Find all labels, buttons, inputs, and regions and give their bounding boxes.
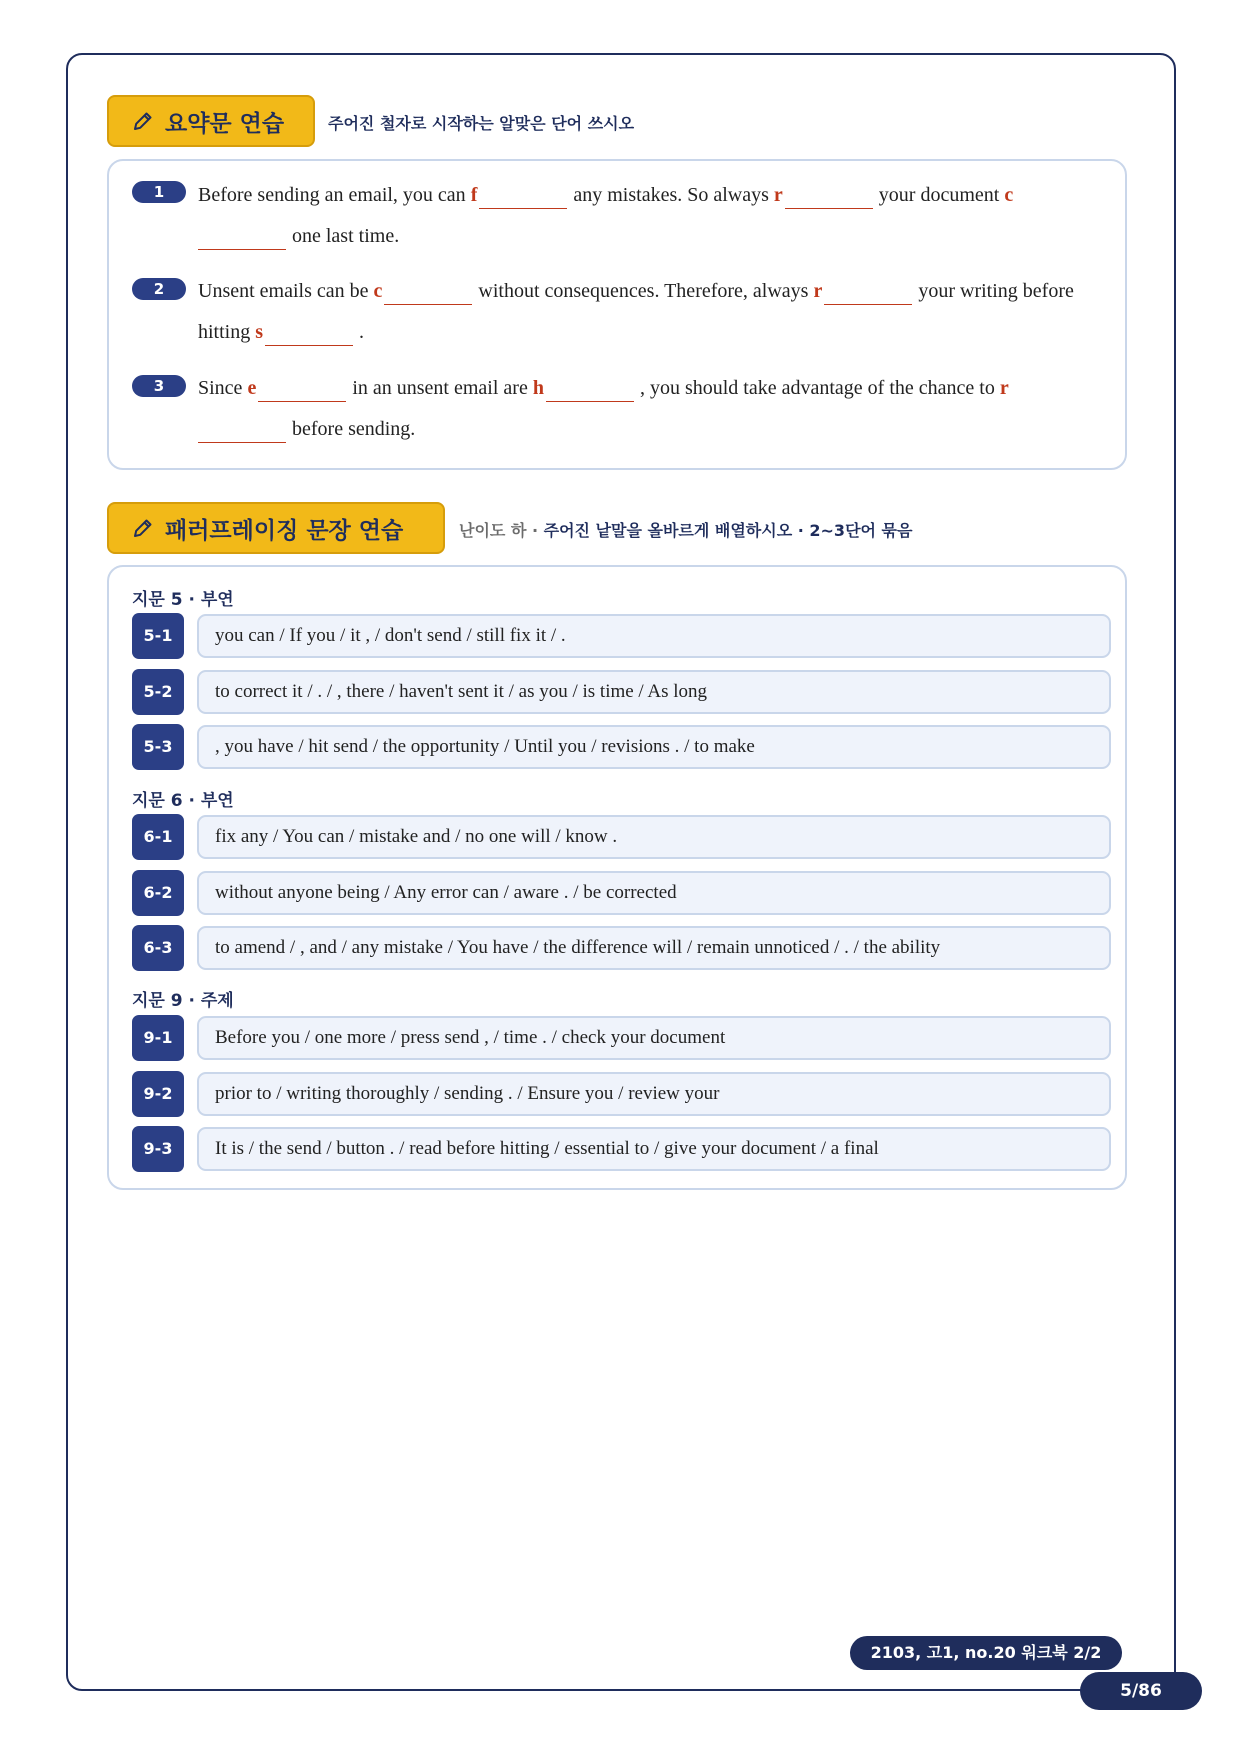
paraphrase-section-tab [107, 502, 445, 554]
summary-text: without consequences. Therefore, always [478, 280, 814, 302]
hint-letter: e [247, 377, 257, 399]
summary-number-badge: 2 [132, 278, 186, 300]
item-number-badge: 9-3 [132, 1126, 184, 1172]
hint-letter: c [373, 280, 383, 302]
summary-sentence [198, 271, 1078, 353]
page-number: 5/86 [1080, 1672, 1202, 1710]
hint-letter: f [470, 184, 478, 206]
hint-letter: r [999, 377, 1009, 399]
difficulty-label: 난이도 하 · [459, 521, 544, 540]
answer-blank[interactable] [384, 279, 472, 305]
word-chunks-box: It is / the send / button . / read before hitting / essential to / give your document / a final [197, 1127, 1111, 1171]
passage-group-label: 지문 5 · 부연 [132, 590, 234, 610]
word-chunks-box: without anyone being / Any error can / aware . / be corrected [197, 871, 1111, 915]
word-chunks-box: fix any / You can / mistake and / no one will / know . [197, 815, 1111, 859]
hint-letter: c [1004, 184, 1014, 206]
paraphrase-description-text: 주어진 낱말을 올바르게 배열하시오 · 2~3단어 묶음 [543, 521, 913, 540]
answer-blank[interactable] [198, 417, 286, 443]
word-chunks-box: Before you / one more / press send , / time . / check your document [197, 1016, 1111, 1060]
word-chunks-box: to correct it / . / , there / haven't sent it / as you / is time / As long [197, 670, 1111, 714]
item-number-badge: 6-2 [132, 870, 184, 916]
answer-blank[interactable] [258, 376, 346, 402]
summary-sentence [198, 175, 1078, 257]
word-chunks-box: , you have / hit send / the opportunity / Until you / revisions . / to make [197, 725, 1111, 769]
item-number-badge: 5-3 [132, 724, 184, 770]
item-number-badge: 6-1 [132, 814, 184, 860]
answer-blank[interactable] [546, 376, 634, 402]
item-number-badge: 9-2 [132, 1071, 184, 1117]
item-number-badge: 5-2 [132, 669, 184, 715]
item-number-badge: 5-1 [132, 613, 184, 659]
answer-blank[interactable] [785, 183, 873, 209]
passage-group-label: 지문 9 · 주제 [132, 991, 234, 1011]
paraphrase-section-title: 패러프레이징 문장 연습 [165, 517, 404, 544]
summary-text: Unsent emails can be [198, 280, 374, 302]
hint-letter: r [813, 280, 823, 302]
hint-letter: h [532, 377, 544, 399]
summary-section-tab [107, 95, 315, 147]
passage-group-label: 지문 6 · 부연 [132, 791, 234, 811]
summary-section-title: 요약문 연습 [165, 110, 285, 137]
summary-text: Before sending an email, you can [198, 184, 471, 206]
source-label: 2103, 고1, no.20 워크북 2/2 [850, 1636, 1122, 1670]
summary-description-text: 주어진 철자로 시작하는 알맞은 단어 쓰시오 [328, 114, 635, 133]
hint-letter: s [255, 321, 264, 343]
word-chunks-box: you can / If you / it , / don't send / still fix it / . [197, 614, 1111, 658]
answer-blank[interactable] [265, 320, 353, 346]
summary-text: before sending. [292, 418, 416, 440]
summary-text: in an unsent email are [352, 377, 533, 399]
pencil-icon [131, 516, 155, 540]
summary-section-description [328, 111, 634, 134]
summary-text: your writing before hitting [198, 280, 1074, 343]
item-number-badge: 6-3 [132, 925, 184, 971]
answer-blank[interactable] [479, 183, 567, 209]
hint-letter: r [773, 184, 783, 206]
summary-text: Since [198, 377, 248, 399]
item-number-badge: 9-1 [132, 1015, 184, 1061]
answer-blank[interactable] [824, 279, 912, 305]
summary-sentence [198, 368, 1078, 450]
pencil-icon [131, 109, 155, 133]
answer-blank[interactable] [198, 224, 286, 250]
summary-text: any mistakes. So always [573, 184, 774, 206]
summary-text: , you should take advantage of the chance to [639, 377, 1000, 399]
summary-text: one last time. [292, 225, 400, 247]
paraphrase-section-description [459, 518, 912, 541]
summary-number-badge: 1 [132, 181, 186, 203]
summary-text: your document [878, 184, 1005, 206]
word-chunks-box: to amend / , and / any mistake / You have / the difference will / remain unnoticed / . / the ability [197, 926, 1111, 970]
summary-text: . [359, 321, 365, 343]
summary-number-badge: 3 [132, 375, 186, 397]
word-chunks-box: prior to / writing thoroughly / sending . / Ensure you / review your [197, 1072, 1111, 1116]
